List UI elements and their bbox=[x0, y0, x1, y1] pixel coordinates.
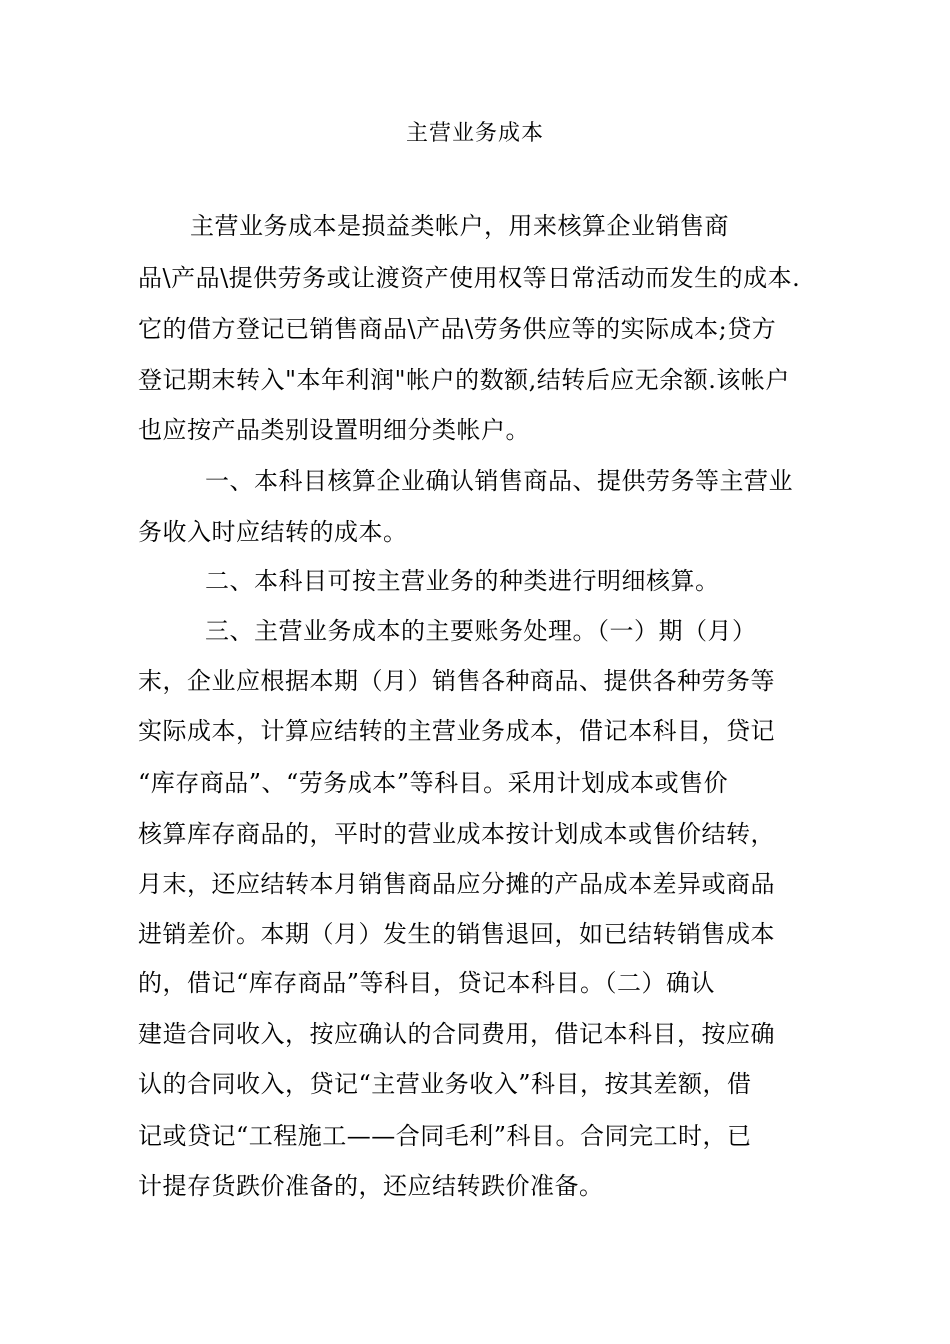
paragraph-line: 一、本科目核算企业确认销售商品、提供劳务等主营业 bbox=[205, 467, 793, 495]
paragraph-line: 主营业务成本是损益类帐户，用来核算企业销售商 bbox=[190, 212, 729, 240]
paragraph-line: 务收入时应结转的成本。 bbox=[138, 518, 408, 546]
paragraph-line: 计提存货跌价准备的，还应结转跌价准备。 bbox=[138, 1172, 604, 1200]
paragraph-line: 品\产品\提供劳务或让渡资产使用权等日常活动而发生的成本. bbox=[138, 264, 801, 292]
document-title: 主营业务成本 bbox=[405, 121, 544, 146]
paragraph-line: 的，借记“库存商品”等科目，贷记本科目。（二）确认 bbox=[138, 969, 716, 997]
paragraph-line: 实际成本，计算应结转的主营业务成本，借记本科目，贷记 bbox=[138, 717, 775, 745]
paragraph-line: 末，企业应根据本期（月）销售各种商品、提供各种劳务等 bbox=[138, 667, 775, 695]
paragraph-line: 也应按产品类别设置明细分类帐户。 bbox=[138, 416, 530, 444]
paragraph-line: 月末，还应结转本月销售商品应分摊的产品成本差异或商品 bbox=[138, 870, 775, 898]
paragraph-line: 进销差价。本期（月）发生的销售退回，如已结转销售成本 bbox=[138, 920, 775, 948]
paragraph-line: 核算库存商品的，平时的营业成本按计划成本或售价结转， bbox=[138, 820, 775, 848]
paragraph-line: “库存商品”、“劳务成本”等科目。采用计划成本或售价 bbox=[138, 769, 729, 797]
paragraph-line: 建造合同收入，按应确认的合同费用，借记本科目，按应确 bbox=[138, 1020, 775, 1048]
paragraph-line: 它的借方登记已销售商品\产品\劳务供应等的实际成本;贷方 bbox=[138, 315, 777, 343]
paragraph-line: 二、本科目可按主营业务的种类进行明细核算。 bbox=[205, 567, 720, 595]
paragraph-line: 记或贷记“工程施工——合同毛利”科目。合同完工时，已 bbox=[138, 1122, 752, 1150]
paragraph-line: 登记期末转入"本年利润"帐户的数额,结转后应无余额.该帐户 bbox=[138, 366, 790, 394]
paragraph-line: 三、主营业务成本的主要账务处理。（一）期（月） bbox=[205, 617, 757, 645]
paragraph-line: 认的合同收入，贷记“主营业务收入”科目，按其差额，借 bbox=[138, 1070, 752, 1098]
